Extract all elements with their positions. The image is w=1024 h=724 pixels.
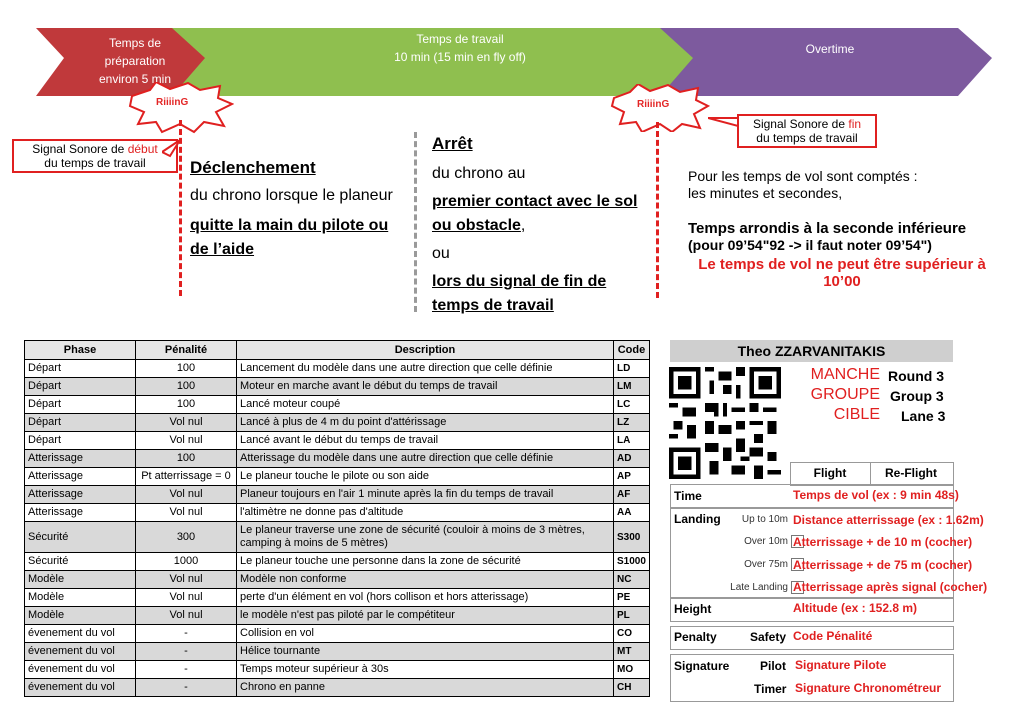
- group-value: Group 3: [890, 388, 944, 404]
- work-label: [270, 26, 650, 70]
- safety-label: Safety: [750, 630, 787, 644]
- penalty-phase-cell: Modèle: [25, 589, 136, 607]
- rules-block: [688, 168, 996, 290]
- penalty-value-cell: -: [136, 679, 237, 697]
- penalty-description-cell: perte d'un élément en vol (hors collison et hors atterissage): [237, 589, 614, 607]
- lane-value: Lane 3: [901, 408, 946, 424]
- penalty-value-cell: Vol nul: [136, 486, 237, 504]
- table-row: [25, 522, 650, 553]
- penalty-value-cell: 100: [136, 450, 237, 468]
- table-row: [25, 504, 650, 522]
- penalty-phase-cell: Sécurité: [25, 553, 136, 571]
- penalty-description-cell: Collision en vol: [237, 625, 614, 643]
- penalty-description-cell: Chrono en panne: [237, 679, 614, 697]
- penalty-header-row: [25, 341, 650, 360]
- penalty-code-cell: LZ: [614, 414, 650, 432]
- penalty-value-cell: Vol nul: [136, 607, 237, 625]
- penalty-code-cell: CO: [614, 625, 650, 643]
- signal-start-prefix: Signal Sonore de: [32, 142, 128, 156]
- penalty-body: [25, 360, 650, 697]
- fill-code: Code Pénalité: [793, 629, 873, 643]
- penalty-phase-cell: Départ: [25, 360, 136, 378]
- start-body: du chrono lorsque le planeur: [190, 187, 393, 204]
- penalty-label: Penalty: [674, 630, 717, 644]
- penalty-phase-cell: Atterissage: [25, 486, 136, 504]
- stop-line1: du chrono au: [432, 165, 526, 182]
- rules-red: Le temps de vol ne peut être supérieur à 10’00: [698, 256, 986, 290]
- ring-end: RiiiinG: [637, 99, 670, 110]
- penalty-code-cell: LM: [614, 378, 650, 396]
- penalty-phase-cell: évenement du vol: [25, 625, 136, 643]
- stop-emphasis1: premier contact avec le sol ou obstacle: [432, 193, 638, 234]
- table-row: [25, 468, 650, 486]
- end-marker-line: [656, 122, 659, 298]
- penalty-code-cell: AP: [614, 468, 650, 486]
- penalty-value-cell: 300: [136, 522, 237, 553]
- over75-label: Over 75m: [744, 559, 788, 570]
- landing-label: Landing: [674, 512, 721, 526]
- penalty-code-cell: PE: [614, 589, 650, 607]
- rules-bold1: Temps arrondis à la seconde inférieure: [688, 220, 967, 237]
- header-description: Description: [237, 341, 614, 360]
- penalty-description-cell: Modèle non conforme: [237, 571, 614, 589]
- cible-label: CIBLE: [833, 406, 880, 423]
- penalty-value-cell: Vol nul: [136, 414, 237, 432]
- late-landing-label: Late Landing: [730, 582, 788, 593]
- fill-altitude: Altitude (ex : 152.8 m): [793, 601, 918, 615]
- table-row: [25, 378, 650, 396]
- rules-line1: Pour les temps de vol sont comptés :: [688, 168, 918, 184]
- signature-label: Signature: [674, 659, 730, 673]
- round-value: Round 3: [888, 368, 944, 384]
- penalty-value-cell: -: [136, 661, 237, 679]
- penalty-value-cell: -: [136, 643, 237, 661]
- penalty-code-cell: LC: [614, 396, 650, 414]
- fill-distance: Distance atterrissage (ex : 1.62m): [793, 513, 984, 527]
- penalty-phase-cell: évenement du vol: [25, 643, 136, 661]
- penalty-code-cell: PL: [614, 607, 650, 625]
- penalty-code-cell: LA: [614, 432, 650, 450]
- ring-start: RiiiinG: [156, 97, 189, 108]
- stop-comma: ,: [520, 217, 526, 234]
- header-phase: Phase: [25, 341, 136, 360]
- penalty-table: [24, 340, 650, 697]
- penalty-phase-cell: Atterissage: [25, 450, 136, 468]
- penalty-value-cell: 100: [136, 360, 237, 378]
- upto10-label: Up to 10m: [741, 514, 788, 525]
- start-column: [190, 156, 400, 262]
- penalty-description-cell: Le planeur touche une personne dans la zone de sécurité: [237, 553, 614, 571]
- penalty-description-cell: Lancé moteur coupé: [237, 396, 614, 414]
- middle-divider: [414, 132, 417, 312]
- work-line1: Temps de travail: [416, 32, 504, 46]
- pilot-name: Theo ZZARVANITAKIS: [670, 340, 953, 362]
- table-row: [25, 589, 650, 607]
- penalty-value-cell: 100: [136, 378, 237, 396]
- penalty-code-cell: AD: [614, 450, 650, 468]
- penalty-code-cell: S1000: [614, 553, 650, 571]
- penalty-description-cell: Lancement du modèle dans une autre direction que celle définie: [237, 360, 614, 378]
- signal-start-line2: du temps de travail: [44, 156, 146, 170]
- table-row: [25, 360, 650, 378]
- penalty-value-cell: Vol nul: [136, 571, 237, 589]
- penalty-phase-cell: Modèle: [25, 607, 136, 625]
- overtime-text: Overtime: [805, 42, 855, 56]
- over10-label: Over 10m: [744, 536, 788, 547]
- table-row: [25, 486, 650, 504]
- stop-or: ou: [432, 245, 450, 262]
- table-row: [25, 607, 650, 625]
- penalty-code-cell: MO: [614, 661, 650, 679]
- signal-start-box: [12, 139, 178, 173]
- table-row: [25, 396, 650, 414]
- fill-over10: Atterrissage + de 10 m (cocher): [793, 535, 973, 549]
- stop-emphasis2: lors du signal de fin de temps de travail: [432, 273, 607, 314]
- penalty-description-cell: Lancé avant le début du temps de travail: [237, 432, 614, 450]
- table-row: [25, 432, 650, 450]
- penalty-description-cell: l'altimètre ne donne pas d'altitude: [237, 504, 614, 522]
- table-row: [25, 679, 650, 697]
- penalty-phase-cell: Départ: [25, 414, 136, 432]
- header-penalty: Pénalité: [136, 341, 237, 360]
- work-line2: 10 min (15 min en fly off): [394, 50, 526, 64]
- rules-bold2: (pour 09’54"92 -> il faut noter 09’54"): [688, 237, 932, 253]
- groupe-label: GROUPE: [810, 386, 880, 403]
- overtime-label: [760, 38, 900, 60]
- penalty-value-cell: Vol nul: [136, 432, 237, 450]
- table-row: [25, 643, 650, 661]
- fill-over75: Atterrissage + de 75 m (cocher): [793, 558, 973, 572]
- table-row: [25, 450, 650, 468]
- table-row: [25, 553, 650, 571]
- height-label: Height: [674, 602, 712, 616]
- penalty-description-cell: Lancé à plus de 4 m du point d'attérissage: [237, 414, 614, 432]
- penalty-value-cell: Pt atterrissage = 0: [136, 468, 237, 486]
- penalty-description-cell: Temps moteur supérieur à 30s: [237, 661, 614, 679]
- table-row: [25, 414, 650, 432]
- penalty-phase-cell: Modèle: [25, 571, 136, 589]
- header-code: Code: [614, 341, 650, 360]
- penalty-phase-cell: évenement du vol: [25, 661, 136, 679]
- col-flight: Flight: [813, 466, 847, 480]
- penalty-code-cell: AA: [614, 504, 650, 522]
- penalty-code-cell: AF: [614, 486, 650, 504]
- pilot-label: Pilot: [760, 659, 786, 673]
- penalty-code-cell: MT: [614, 643, 650, 661]
- fill-sig-timer: Signature Chronométreur: [795, 681, 942, 695]
- signal-start-highlight: début: [127, 142, 158, 156]
- penalty-phase-cell: Départ: [25, 396, 136, 414]
- penalty-value-cell: -: [136, 625, 237, 643]
- penalty-value-cell: Vol nul: [136, 589, 237, 607]
- penalty-phase-cell: Atterissage: [25, 504, 136, 522]
- col-reflight: Re-Flight: [885, 466, 937, 480]
- start-emphasis: quitte la main du pilote ou de l’aide: [190, 217, 389, 258]
- prep-text: Temps de préparation environ 5 min: [98, 36, 172, 86]
- penalty-description-cell: Atterissage du modèle dans une autre direction que celle définie: [237, 450, 614, 468]
- penalty-value-cell: Vol nul: [136, 504, 237, 522]
- fill-time: Temps de vol (ex : 9 min 48s): [793, 488, 959, 502]
- signal-end-prefix: Signal Sonore de: [752, 117, 849, 131]
- timer-label: Timer: [754, 682, 787, 696]
- penalty-description-cell: Hélice tournante: [237, 643, 614, 661]
- penalty-phase-cell: évenement du vol: [25, 679, 136, 697]
- fill-sig-pilot: Signature Pilote: [795, 658, 887, 672]
- table-row: [25, 625, 650, 643]
- stop-column: [432, 132, 650, 318]
- signal-start-pointer: [162, 138, 184, 158]
- penalty-code-cell: LD: [614, 360, 650, 378]
- fill-late: Atterrissage après signal (cocher): [793, 580, 988, 594]
- penalty-description-cell: Le planeur traverse une zone de sécurité (couloir à moins de 3 mètres, camping à moins de 5 mètres): [237, 522, 614, 553]
- penalty-value-cell: 1000: [136, 553, 237, 571]
- time-label: Time: [674, 489, 702, 503]
- signal-end-line2: du temps de travail: [756, 131, 858, 145]
- penalty-value-cell: 100: [136, 396, 237, 414]
- penalty-phase-cell: Atterissage: [25, 468, 136, 486]
- signal-end-highlight: fin: [848, 117, 862, 131]
- penalty-code-cell: CH: [614, 679, 650, 697]
- table-row: [25, 661, 650, 679]
- penalty-phase-cell: Départ: [25, 378, 136, 396]
- penalty-description-cell: le modèle n'est pas piloté par le compétiteur: [237, 607, 614, 625]
- signal-end-pointer: [708, 114, 740, 130]
- penalty-description-cell: Le planeur touche le pilote ou son aide: [237, 468, 614, 486]
- penalty-phase-cell: Sécurité: [25, 522, 136, 553]
- start-title: Déclenchement: [190, 158, 316, 177]
- manche-label: MANCHE: [810, 366, 880, 383]
- signal-end-box: [737, 114, 877, 148]
- penalty-code-cell: S300: [614, 522, 650, 553]
- table-row: [25, 571, 650, 589]
- penalty-code-cell: NC: [614, 571, 650, 589]
- penalty-description-cell: Moteur en marche avant le début du temps de travail: [237, 378, 614, 396]
- rules-line2: les minutes et secondes,: [688, 185, 843, 201]
- qr-code-icon: [669, 367, 781, 479]
- penalty-phase-cell: Départ: [25, 432, 136, 450]
- penalty-description-cell: Planeur toujours en l'air 1 minute après la fin du temps de travail: [237, 486, 614, 504]
- stop-title: Arrêt: [432, 134, 473, 153]
